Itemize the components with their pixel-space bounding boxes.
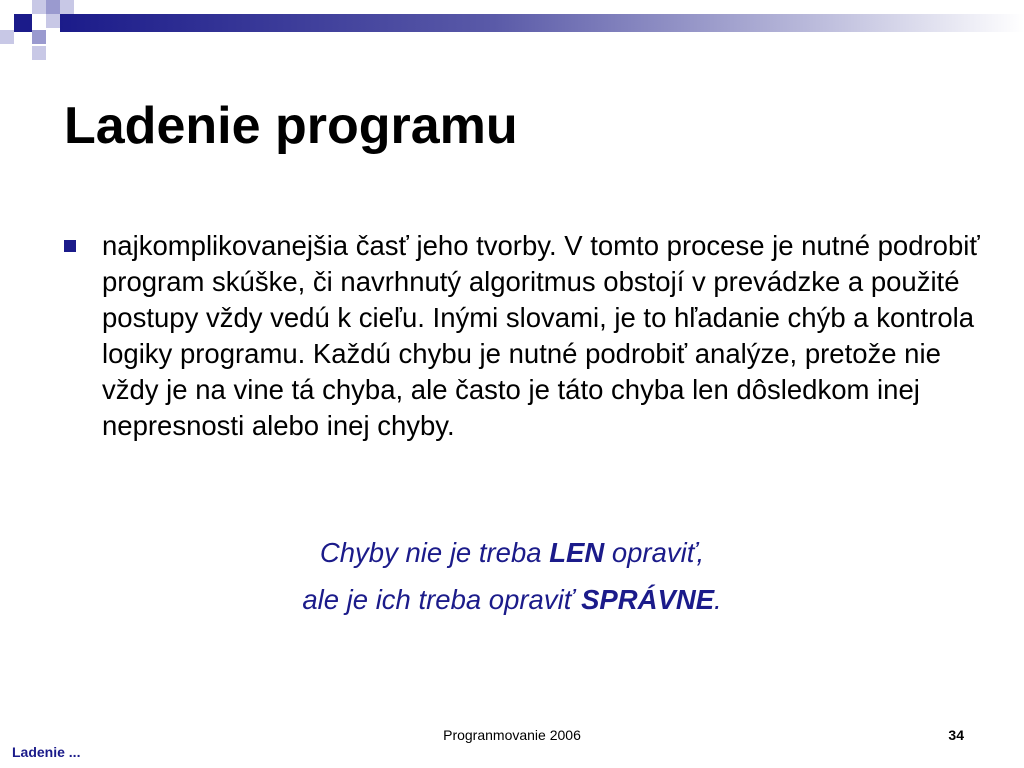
quote-line-1-before: Chyby nie je treba bbox=[319, 537, 550, 568]
decor-square bbox=[46, 14, 60, 28]
quote-line-2 bbox=[0, 584, 1024, 616]
slide-title: Ladenie programu bbox=[64, 97, 518, 155]
page-number: 34 bbox=[948, 727, 964, 743]
bullet-text: najkomplikovanejšia časť jeho tvorby. V tomto procese je nutné podrobiť program skúške, či navrhnutý algoritmus obstojí v prevádzke a použité postupy vždy vedú k cieľu. Inými slovami, je to hľadanie chýb a kontrola logiky programu. Každú chybu je nutné podrobiť analýze, pretože nie vždy je na vine tá chyba, ale často je táto chyba len dôsledkom inej nepresnosti alebo inej chyby. bbox=[102, 230, 980, 441]
footer-title: Progranmovanie 2006 bbox=[443, 727, 581, 743]
quote-line-2-before: ale je ich treba opraviť bbox=[302, 584, 582, 615]
square-bullet-icon bbox=[64, 240, 76, 252]
quote-line-1-after: opraviť, bbox=[604, 537, 705, 568]
decor-square bbox=[32, 0, 46, 14]
quote-line-2-after: . bbox=[714, 584, 722, 615]
quote-line-1 bbox=[0, 537, 1024, 569]
quote-line-2-emphasis: SPRÁVNE bbox=[581, 584, 715, 615]
decor-square bbox=[46, 0, 60, 14]
quote-line-1-emphasis: LEN bbox=[549, 537, 605, 568]
header-gradient-bar bbox=[60, 14, 1024, 32]
decor-square bbox=[32, 30, 46, 44]
footer-section-label: Ladenie ... bbox=[12, 744, 81, 760]
decor-square bbox=[32, 46, 46, 60]
decor-square bbox=[60, 0, 74, 14]
decor-square bbox=[14, 14, 32, 32]
decor-square bbox=[0, 30, 14, 44]
